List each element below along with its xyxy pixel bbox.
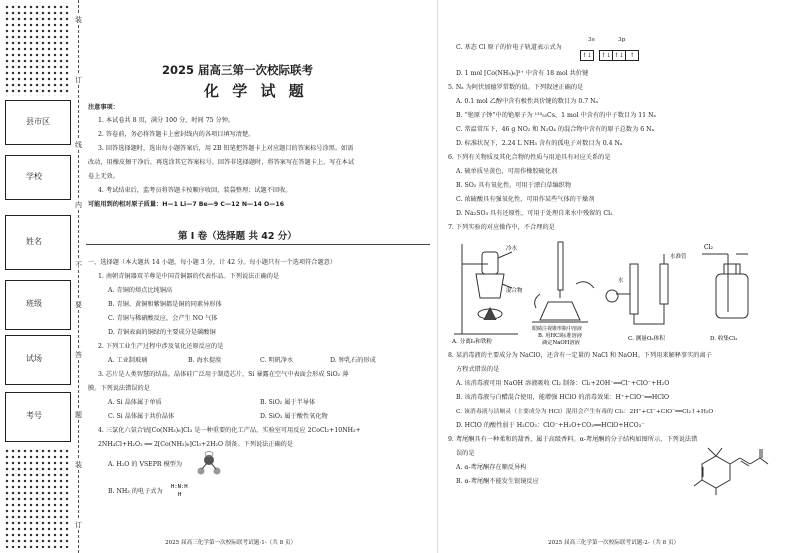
dot-pattern-top [4, 4, 70, 96]
section-rule [86, 244, 430, 245]
q8-option: B. 该消毒液与白醋混合使用，能增强 HClO 的消毒效果：H⁺+ClO⁻══HClO [456, 394, 670, 401]
notice-item: 1. 本试卷共 8 页，满分 100 分，时间 75 分钟。 [98, 117, 235, 124]
caption-b-cont: 滴定NaOH溶液 [542, 340, 580, 346]
q8-stem: 8. 某消毒液的主要成分为 NaClO，还含有一定量的 NaCl 和 NaOH。下列用来解释事实的离子 [448, 352, 712, 359]
q9-stem-cont: 误的是 [456, 450, 475, 457]
field-room-label: 试场 [26, 354, 42, 363]
notice-item: 卷上无效。 [88, 173, 119, 180]
q4-stem-cont: 2NH₄Cl+H₂O₂ ══ 2[Co(NH₃)₆]Cl₃+2H₂O 制备。下列说法正确的是 [98, 441, 294, 448]
q4-stem: 4. 三氯化六氨合钴[Co(NH₃)₆]Cl₃ 是一种重要的化工产品，实验室可用反应 2CoCl₂+10NH₃+ [98, 427, 361, 434]
q9-stem: 9. 鸢尾酮具有一种柔和的甜香，属于高级香料。α-鸢尾酮的分子结构如图所示，下列说法错 [448, 436, 698, 443]
caption-a: A. 分离I₂和铁粉 [452, 339, 493, 345]
side-char: 答 [75, 351, 82, 359]
orbital-box: ↑↓ [581, 52, 593, 59]
atomic-mass-line: 可能用到的相对原子质量：H—1 Li—7 Be—9 C—12 N—14 O—16 [88, 201, 285, 208]
field-name[interactable] [5, 215, 71, 270]
label-level-tube: 水准管 [670, 254, 687, 260]
field-county-label: 县市区 [26, 117, 50, 126]
field-exam-number-label: 考号 [26, 411, 42, 420]
page-1-footer: 2025 届高三化学第一次校际联考试题-1-（共 8 页） [165, 540, 297, 546]
q2-stem: 2. 下列工业生产过程中涉及氧化还原反应的是 [98, 343, 224, 350]
q2-option: D. 钟乳石的形成 [330, 357, 376, 364]
q5-option: A. 0.1 mol 乙醇中含有极性共价键的数目为 0.7 Nₐ [456, 98, 598, 105]
q4-option-b: B. NH₃ 的电子式为 [108, 488, 163, 495]
orbital-box: ↑ [625, 50, 639, 61]
side-char: 装 [75, 16, 82, 24]
side-char: 题 [75, 411, 82, 419]
q5-option: D. 标准状况下，2.24 L NH₃ 含有的孤电子对数目为 0.4 Nₐ [456, 140, 623, 147]
subject-title: 化 学 试 题 [204, 82, 308, 100]
q6-stem: 6. 下列有关物质及其化合物的性质与用途具有对应关系的是 [448, 154, 611, 161]
q9-option: A. α-鸢尾酮存在顺反异构 [456, 464, 527, 471]
field-school-label: 学校 [26, 172, 42, 181]
side-char: 线 [75, 141, 82, 149]
q1-option: D. 青铜表面的铜绿的主要成分是碳酸铜 [108, 329, 216, 336]
field-name-label: 姓名 [26, 237, 42, 246]
exam-title: 2025 届高三第一次校际联考 [162, 63, 314, 77]
caption-b-note: 眼睛注视锥形瓶中溶液 [532, 326, 583, 332]
q6-option: A. 硫单质呈黄色，可用作橡胶硫化剂 [456, 168, 558, 175]
q3-stem-cont: 膜。下列说法错误的是 [88, 385, 150, 392]
side-char: 要 [75, 301, 82, 309]
q9-option: B. α-鸢尾酮不能发生银镜反应 [456, 478, 539, 485]
q3-option: D. SiO₂ 属于酸性氧化物 [260, 413, 328, 420]
notice-item: 2. 答卷前，务必将答题卡上密封线内的各项目填写清楚。 [98, 131, 255, 138]
q8-option: D. HClO 的酸性弱于 H₂CO₃：ClO⁻+H₂O+CO₂══HClO+HCO₃⁻ [456, 422, 645, 429]
q6-option: D. Na₂SO₃ 具有还原性，可用于处理自来水中残留的 Cl₂ [456, 210, 613, 217]
vsepr-model-figure [196, 450, 222, 478]
q5-option: B. “铯原子钟”中的铯原子为 ¹³³₅₅Cs，1 mol 中含有的中子数目为 11 Nₐ [456, 112, 656, 119]
side-char: 装 [75, 461, 82, 469]
label-cl2: Cl₂ [704, 244, 713, 251]
field-class-label: 班级 [26, 299, 42, 308]
q8-option: A. 该消毒液可用 NaOH 溶液吸收 Cl₂ 制备：Cl₂+2OH⁻══Cl⁻+ClO⁻+H₂O [456, 380, 670, 387]
q7-stem: 7. 下列实验的对应操作中，不合理的是 [448, 224, 555, 231]
svg-text:H:N:H: H:N:H [171, 484, 188, 490]
q5-stem: 5. Nₐ 为阿伏加德罗常数的值。下列叙述正确的是 [448, 84, 584, 91]
q2-option: A. 工业制玻璃 [108, 357, 148, 364]
q2-option: B. 海水提溴 [188, 357, 222, 364]
q8-option: C. 该消毒液与洁厕灵（主要成分为 HCl）混用会产生有毒的 Cl₂：2H⁺+Cl⁻+ClO⁻══Cl₂↑+H₂O [456, 409, 714, 415]
q3-option: B. SiO₂ 属于半导体 [260, 399, 316, 406]
label-mixture: 混合物 [506, 288, 523, 294]
q1-option: C. 青铜与稀硝酸反应，会产生 NO 气体 [108, 315, 218, 322]
side-char: 不 [75, 261, 82, 269]
field-room[interactable] [5, 335, 71, 385]
q1-stem: 1. 南朝青铜器双羊尊是中国青铜器的代表作品。下列说法正确的是 [98, 273, 280, 280]
field-exam-number[interactable] [5, 392, 71, 442]
caption-b: B. 用HCl标准溶液 [538, 333, 583, 339]
orbital-label-3p: 3p [618, 37, 626, 43]
section-title: 第 Ⅰ 卷（选择题 共 42 分） [178, 231, 297, 242]
q7-apparatus-figure [448, 234, 778, 346]
q2-option: C. 明矾净水 [260, 357, 294, 364]
q6-option: C. 浓硫酸具有强氧化性，可用作某些气体的干燥剂 [456, 196, 595, 203]
field-county[interactable] [5, 100, 71, 145]
q4-option-d: D. 1 mol [Co(NH₃)₆]³⁺ 中含有 18 mol 共价键 [456, 70, 589, 77]
svg-text:H: H [178, 492, 182, 498]
notice-item: 改动，用橡皮擦干净后，再选涂其它答案标号。回答非选择题时，将答案写在答题卡上，写在本试 [88, 159, 355, 166]
orbital-box: ↑↓ [613, 52, 625, 59]
field-class[interactable] [5, 280, 71, 330]
page-2-footer: 2025 届高三化学第一次校际联考试题-2-（共 8 页） [548, 540, 680, 546]
alpha-irone-structure-figure [688, 446, 770, 496]
q6-option: B. SO₂ 具有氧化性，可用于漂白草编织物 [456, 182, 572, 189]
label-cold-water: 冷水 [506, 246, 518, 252]
notice-heading: 注意事项： [88, 104, 119, 111]
q4-option-a: A. H₂O 的 VSEPR 模型为 [108, 461, 183, 468]
q3-stem: 3. 芯片是人类智慧的结晶。晶体硅广泛用于制造芯片，Si 暴露在空气中表面会形成 SiO₂ 薄 [98, 371, 349, 378]
caption-c: C. 测量O₂体积 [628, 336, 665, 342]
dot-pattern-bottom [4, 448, 70, 548]
field-school[interactable] [5, 155, 71, 200]
q3-option: A. Si 晶体属于单质 [108, 399, 162, 406]
page-divider [437, 0, 438, 553]
side-char: 订 [75, 76, 82, 84]
side-char: 内 [75, 201, 82, 209]
orbital-label-3s: 3s [588, 37, 595, 43]
q5-option: C. 常温常压下，46 g NO₂ 和 N₂O₄ 的混合物中含有的原子总数为 6 Nₐ [456, 126, 654, 133]
q3-option: C. Si 晶体属于共价晶体 [108, 413, 175, 420]
q1-option: A. 青铜的熔点比纯铜高 [108, 287, 173, 294]
q8-stem-cont: 方程式错误的是 [456, 366, 500, 373]
notice-item: 4. 考试结束后，监考员将答题卡按顺序收回，装袋整理；试题不回收。 [98, 187, 292, 194]
q1-option: B. 青铜、黄铜和紫铜都是铜的同素异形体 [108, 301, 222, 308]
q4-option-c: C. 基态 Cl 原子的价电子轨道表示式为 [456, 44, 562, 51]
section-intro: 一、选择题（本大题共 14 小题，每小题 3 分，计 42 分。每小题只有一个选项符合题意） [88, 259, 337, 266]
side-char: 订 [75, 521, 82, 529]
caption-d: D. 收集Cl₂ [710, 336, 738, 342]
nh3-electron-formula-figure [170, 481, 196, 499]
label-water: 水 [618, 278, 624, 284]
notice-item: 3. 回答选择题时，选出每小题答案后，用 2B 铅笔把答题卡上对应题目的答案标号涂黑。如需 [98, 145, 354, 152]
orbital-box: ↑↓ [600, 52, 612, 59]
